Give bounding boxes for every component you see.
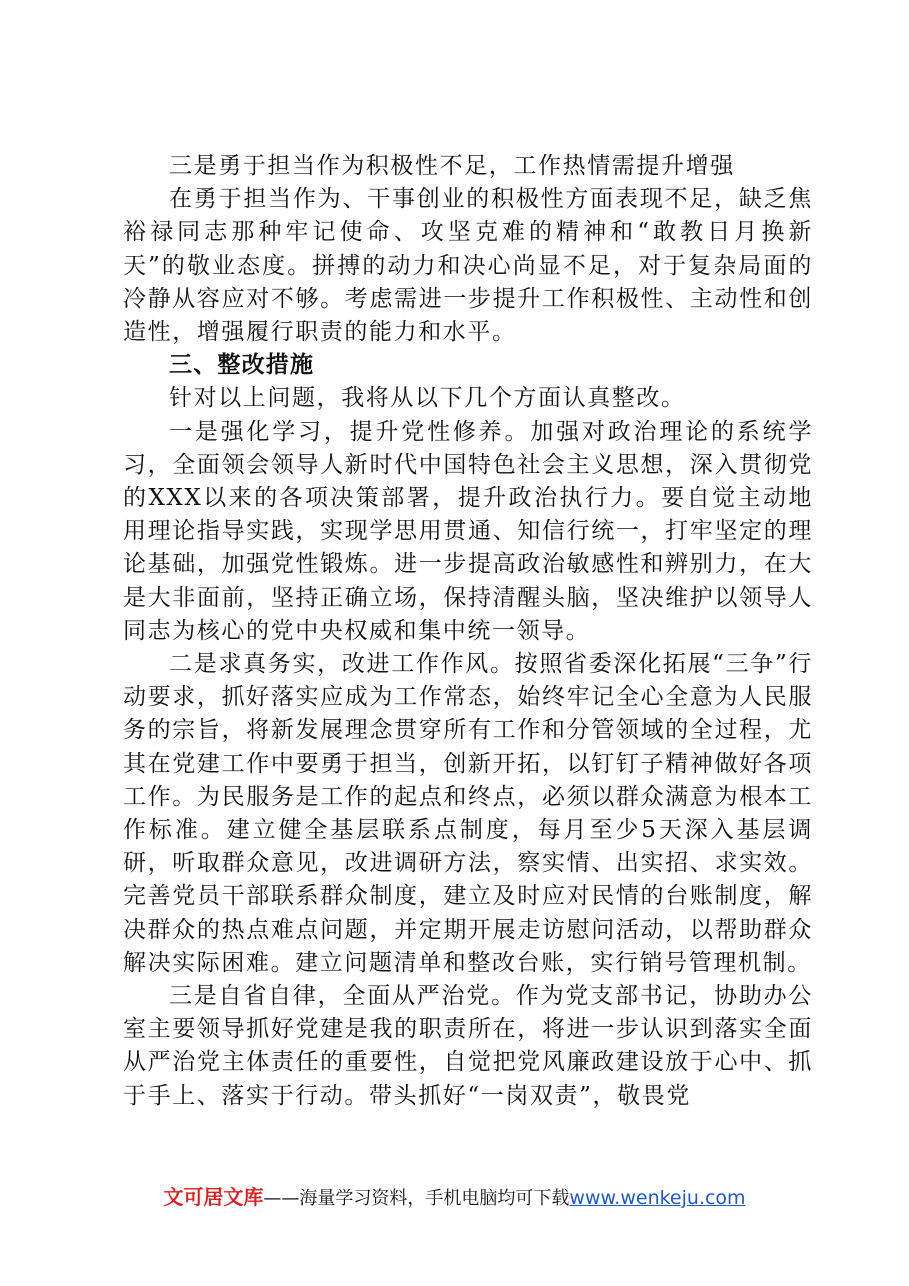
section-heading: 三、整改措施: [169, 352, 315, 379]
document-body: [123, 150, 813, 1113]
paragraph: 针对以上问题，我将从以下几个方面认真整改。: [169, 385, 686, 412]
subsection-heading-3: 三是勇于担当作为积极性不足，工作热情需提升增强: [169, 153, 735, 179]
footer-site-link[interactable]: www.wenkeju.com: [569, 1187, 746, 1209]
footer-banner: [0, 1182, 909, 1214]
paragraph: 在勇于担当作为、干事创业的积极性方面表现不足，缺乏焦裕禄同志那种牢记使命、攻坚克难的精神和“敢教日月换新天”的敬业态度。拼搏的动力和决心尚显不足，对于复杂局面的冷静从容应对不够。考虑需进一步提升工作积极性、主动性和创造性，增强履行职责的能力和水平。: [123, 186, 813, 346]
paragraph: 一是强化学习，提升党性修养。加强对政治理论的系统学习，全面领会领导人新时代中国特色社会主义思想，深入贯彻党的XXX以来的各项决策部署，提升政治执行力。要自觉主动地用理论指导实践，实现学思用贯通、知信行统一，打牢坚定的理论基础，加强党性锻炼。进一步提高政治敏感性和辨别力，在大是大非面前，坚持正确立场，保持清醒头脑，坚决维护以领导人同志为核心的党中央权威和集中统一领导。: [123, 418, 813, 644]
footer-slogan: ——海量学习资料，手机电脑均可下载: [263, 1188, 570, 1209]
paragraph: 三是自省自律，全面从严治党。作为党支部书记，协助办公室主要领导抓好党建是我的职责所在，将进一步认识到落实全面从严治党主体责任的重要性，自觉把党风廉政建设放于心中、抓于手上、落实于行动。带头抓好“一岗双责”，敬畏党: [123, 983, 813, 1109]
paragraph: 二是求真务实，改进工作作风。按照省委深化拓展“三争”行动要求，抓好落实应成为工作常态，始终牢记全心全意为人民服务的宗旨，将新发展理念贯穿所有工作和分管领域的全过程，尤其在党建工作中要勇于担当，创新开拓，以钉钉子精神做好各项工作。为民服务是工作的起点和终点，必须以群众满意为根本工作标准。建立健全基层联系点制度，每月至少5天深入基层调研，听取群众意见，改进调研方法，察实情、出实招、求实效。完善党员干部联系群众制度，建立及时应对民情的台账制度，解决群众的热点难点问题，并定期开展走访慰问活动，以帮助群众解决实际困难。建立问题清单和整改台账，实行销号管理机制。: [123, 651, 813, 976]
footer-brand: 文可居文库: [163, 1185, 264, 1209]
